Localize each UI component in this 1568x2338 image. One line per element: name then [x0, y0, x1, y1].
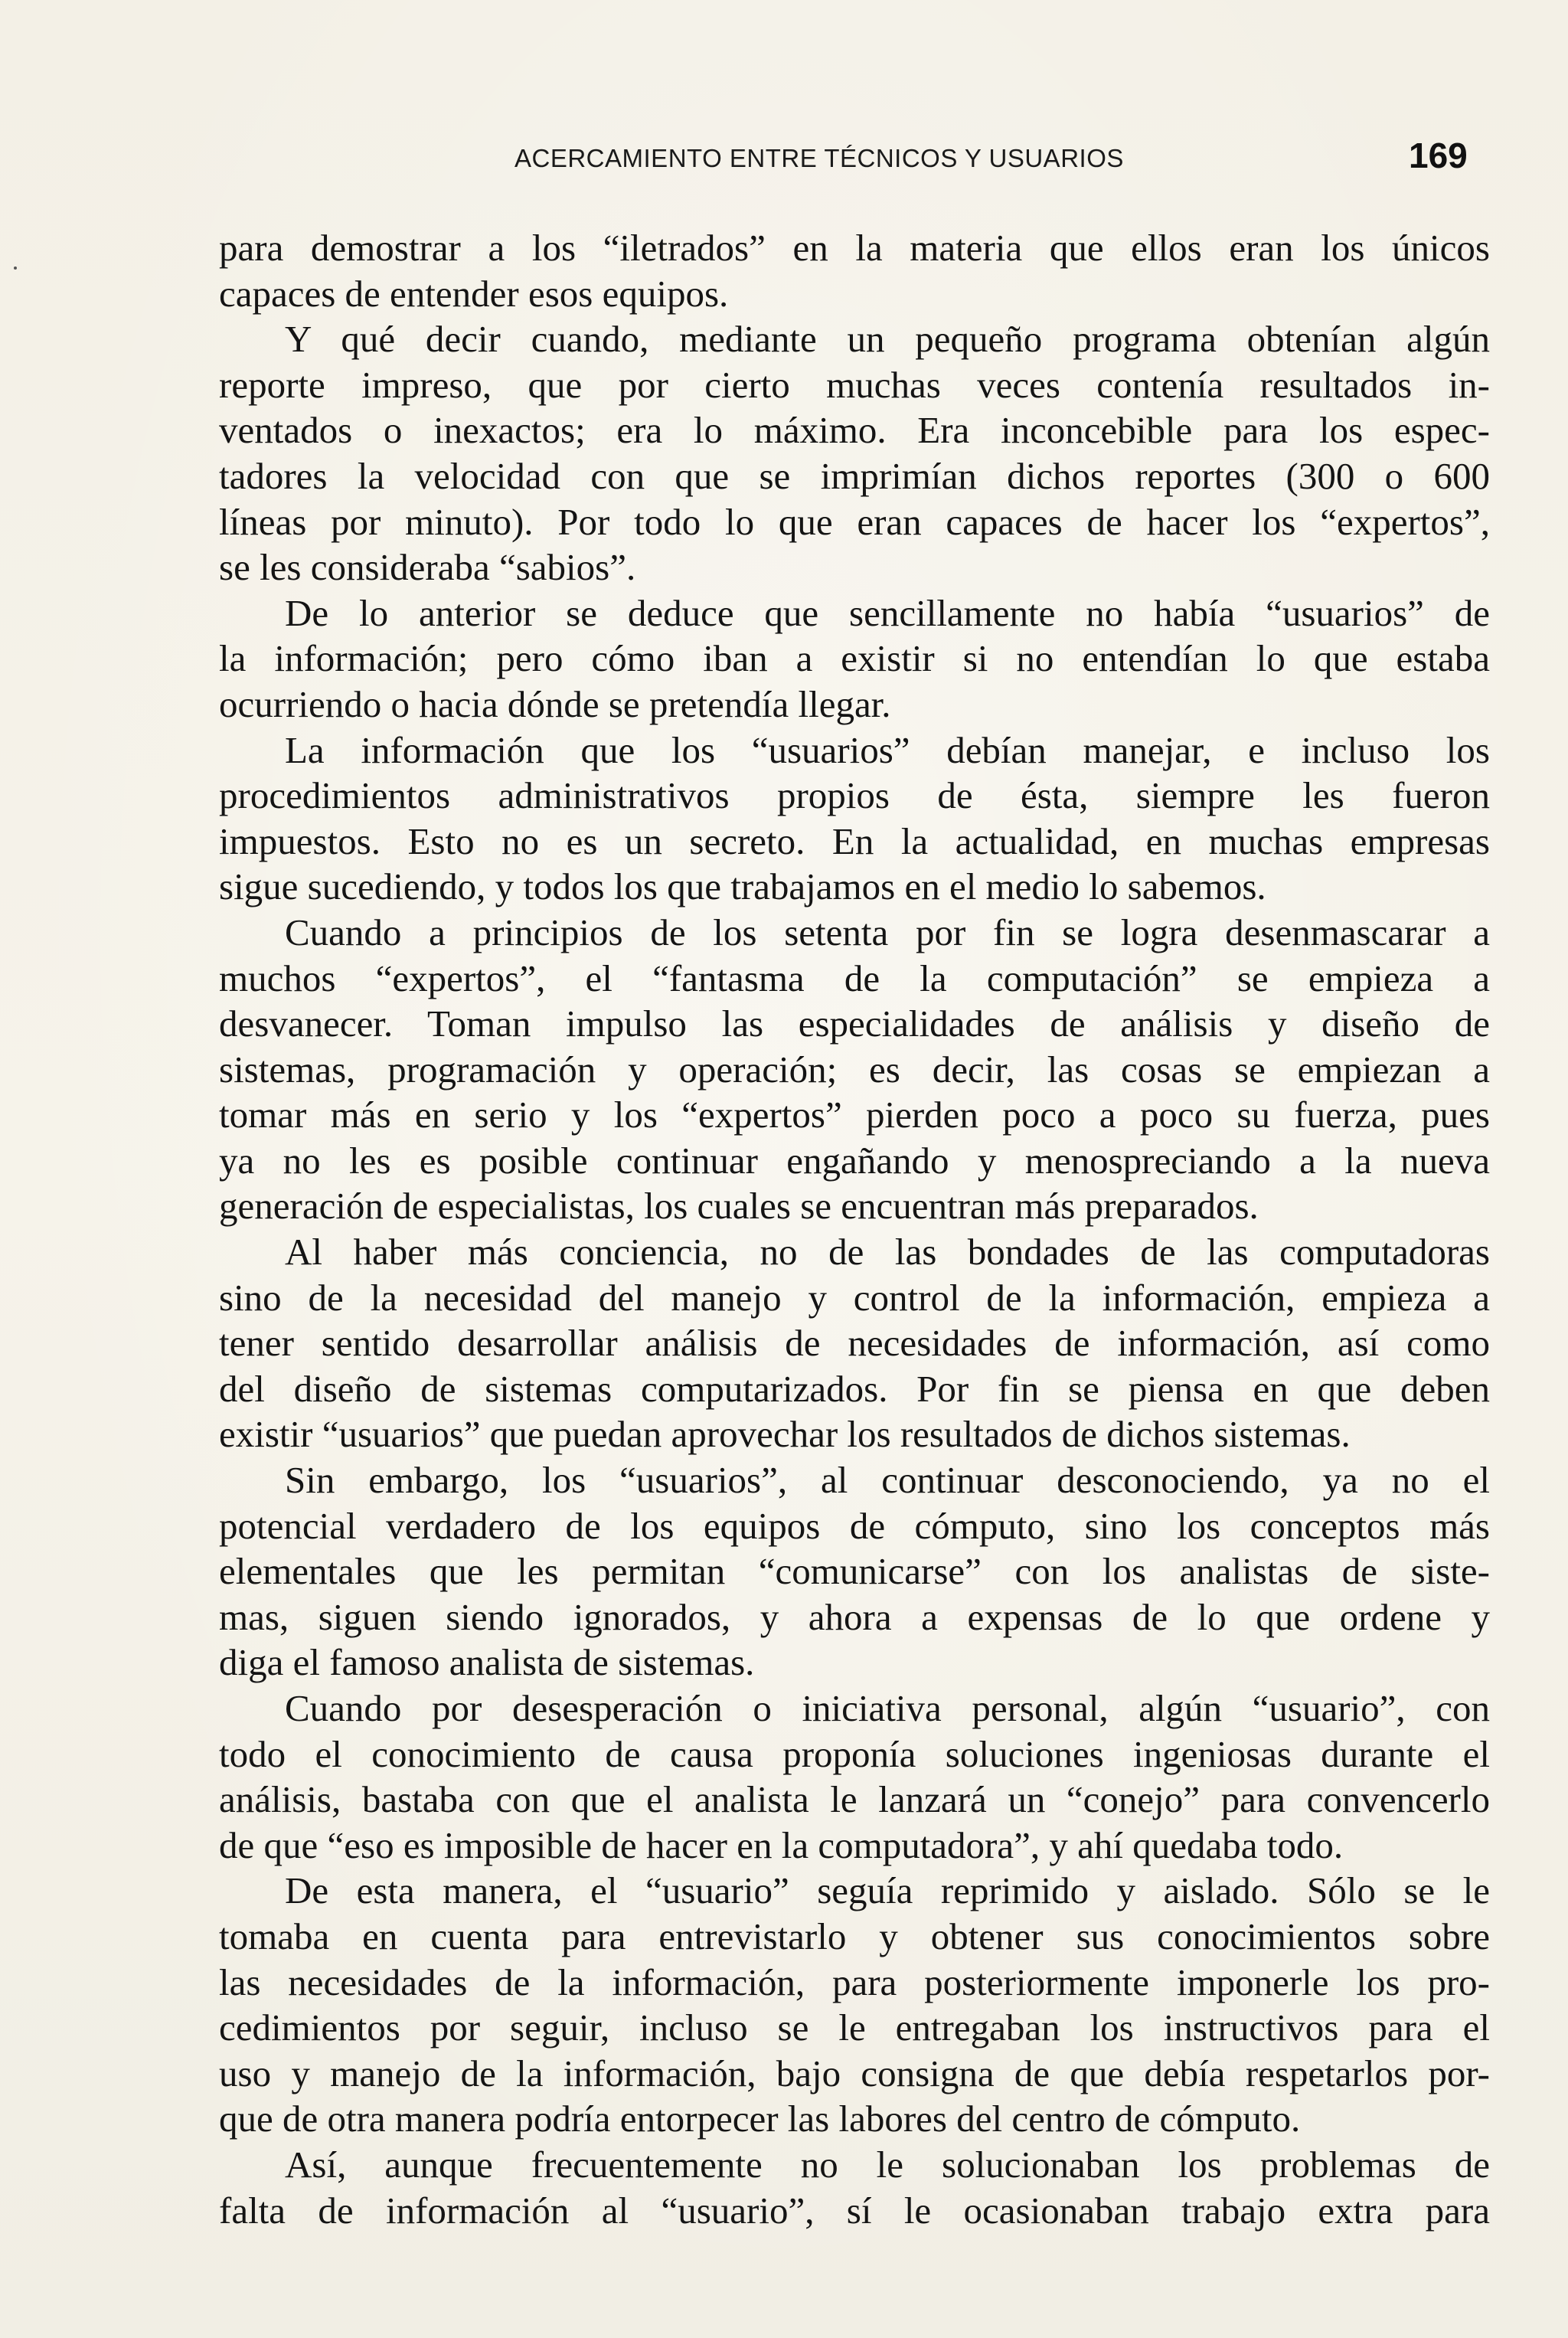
text-line: potencial verdadero de los equipos de cómputo, sino los conceptos más	[219, 1504, 1490, 1547]
text-line: tadores la velocidad con que se imprimían dichos reportes (300 o 600	[219, 454, 1490, 497]
text-line: las necesidades de la información, para posteriormente imponerle los pro-	[219, 1960, 1490, 2003]
text-line: Cuando a principios de los setenta por fin se logra desenmascarar a	[285, 911, 1490, 953]
text-line: sino de la necesidad del manejo y control de la información, empieza a	[219, 1276, 1490, 1319]
text-line: Cuando por desesperación o iniciativa personal, algún “usuario”, con	[285, 1687, 1490, 1729]
text-line: Sin embargo, los “usuarios”, al continuar desconociendo, ya no el	[285, 1459, 1490, 1502]
text-line: líneas por minuto). Por todo lo que eran capaces de hacer los “expertos”,	[219, 500, 1490, 543]
margin-mark	[14, 266, 17, 270]
text-line: la información; pero cómo iban a existir si no entendían lo que estaba	[219, 637, 1490, 680]
text-line: tomar más en serio y los “expertos” pierden poco a poco su fuerza, pues	[219, 1094, 1490, 1136]
text-line: reporte impreso, que por cierto muchas veces contenía resultados in-	[219, 363, 1490, 406]
text-line: ocurriendo o hacia dónde se pretendía llegar.	[219, 682, 891, 725]
text-line: existir “usuarios” que puedan aprovechar los resultados de dichos sistemas.	[219, 1413, 1351, 1456]
text-line: Y qué decir cuando, mediante un pequeño programa obtenían algún	[285, 318, 1490, 361]
text-line: desvanecer. Toman impulso las especialidades de análisis y diseño de	[219, 1002, 1490, 1045]
text-line: generación de especialistas, los cuales se encuentran más preparados.	[219, 1185, 1259, 1228]
running-head: ACERCAMIENTO ENTRE TÉCNICOS Y USUARIOS	[514, 144, 1124, 172]
text-line: para demostrar a los “iletrados” en la materia que ellos eran los únicos	[219, 227, 1490, 269]
text-line: tomaba en cuenta para entrevistarlo y obtener sus conocimientos sobre	[219, 1915, 1490, 1957]
text-line: impuestos. Esto no es un secreto. En la actualidad, en muchas empresas	[219, 819, 1490, 862]
text-line: elementales que les permitan “comunicarse” con los analistas de siste-	[219, 1550, 1490, 1593]
text-line: de que “eso es imposible de hacer en la computadora”, y ahí quedaba todo.	[219, 1823, 1344, 1866]
text-line: análisis, bastaba con que el analista le lanzará un “conejo” para convencerlo	[219, 1778, 1490, 1821]
text-line: cedimientos por seguir, incluso se le entregaban los instructivos para el	[219, 2006, 1490, 2049]
text-line: que de otra manera podría entorpecer las labores del centro de cómputo.	[219, 2098, 1301, 2140]
text-line: tener sentido desarrollar análisis de necesidades de información, así como	[219, 1322, 1490, 1365]
text-line: muchos “expertos”, el “fantasma de la computación” se empieza a	[219, 956, 1490, 999]
text-line: todo el conocimiento de causa proponía soluciones ingeniosas durante el	[219, 1732, 1490, 1775]
text-line: sistemas, programación y operación; es decir, las cosas se empiezan a	[219, 1048, 1490, 1091]
text-line: uso y manejo de la información, bajo consigna de que debía respetarlos por-	[219, 2052, 1490, 2094]
text-line: Así, aunque frecuentemente no le solucionaban los problemas de	[285, 2143, 1490, 2186]
body-text	[219, 225, 1490, 2233]
text-line: ventados o inexactos; era lo máximo. Era inconcebible para los espec-	[219, 409, 1490, 452]
text-line: procedimientos administrativos propios de ésta, siempre les fueron	[219, 774, 1490, 817]
text-line: capaces de entender esos equipos.	[219, 272, 729, 315]
page-number: 169	[1409, 136, 1468, 175]
text-line: Al haber más conciencia, no de las bondades de las computadoras	[285, 1231, 1490, 1274]
text-line: diga el famoso analista de sistemas.	[219, 1641, 755, 1684]
text-line: De esta manera, el “usuario” seguía reprimido y aislado. Sólo se le	[285, 1869, 1490, 1912]
text-line: De lo anterior se deduce que sencillamente no había “usuarios” de	[285, 591, 1490, 634]
text-line: sigue sucediendo, y todos los que trabajamos en el medio lo sabemos.	[219, 865, 1266, 908]
text-line: del diseño de sistemas computarizados. Por fin se piensa en que deben	[219, 1367, 1490, 1410]
text-line: falta de información al “usuario”, sí le ocasionaban trabajo extra para	[219, 2189, 1490, 2232]
text-line: ya no les es posible continuar engañando y menospreciando a la nueva	[219, 1139, 1490, 1182]
text-line: La información que los “usuarios” debían manejar, e incluso los	[285, 728, 1490, 771]
text-line: se les consideraba “sabios”.	[219, 546, 636, 589]
text-line: mas, siguen siendo ignorados, y ahora a expensas de lo que ordene y	[219, 1595, 1490, 1638]
